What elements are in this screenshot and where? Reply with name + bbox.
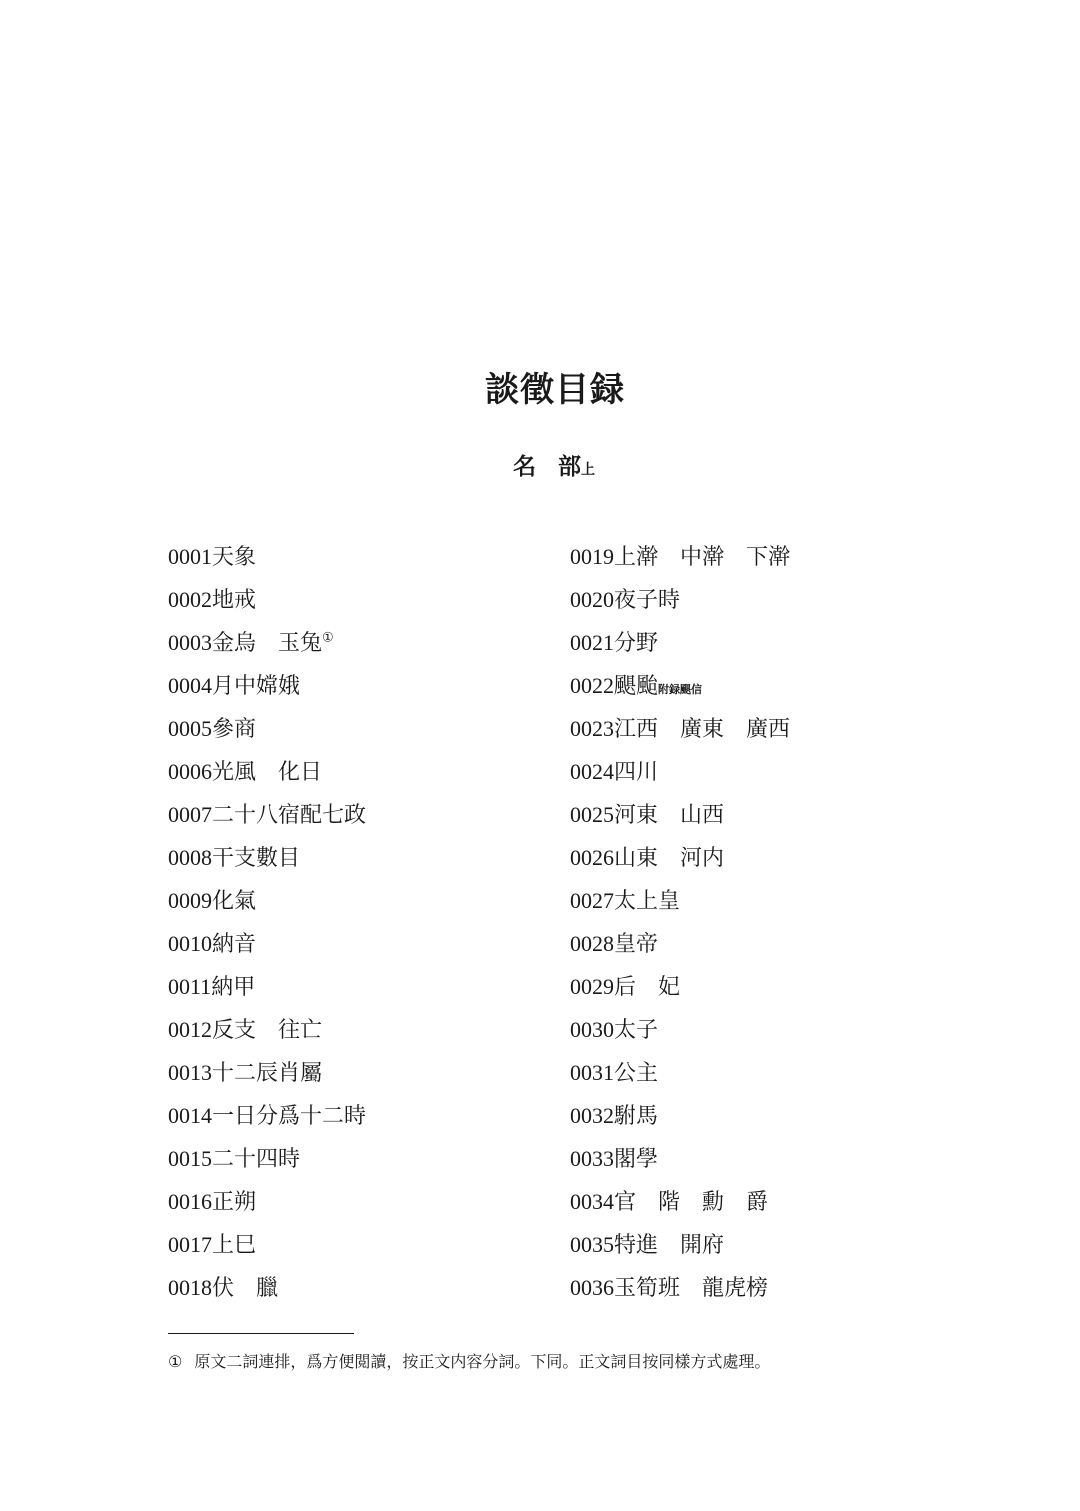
entry-number: 0004 [168,673,212,698]
toc-entry [168,879,366,922]
toc-entry [168,621,366,664]
entry-title: 反支 往亡 [212,1018,323,1043]
entry-title: 四川 [614,760,659,785]
toc-entry [570,578,790,621]
toc-entry [570,664,790,707]
entry-number: 0020 [570,587,614,612]
toc-entry [570,707,790,750]
toc-entry [168,1223,366,1266]
toc-column-left [168,535,366,1309]
entry-title: 上澣 中澣 下澣 [614,545,791,570]
entry-title: 山東 河内 [614,846,725,871]
entry-number: 0023 [570,716,614,741]
toc-entry [570,750,790,793]
entry-title: 金烏 玉兔 [212,631,323,656]
entry-title: 參商 [212,717,257,742]
entry-title: 納甲 [211,975,256,1000]
entry-title: 天象 [212,545,257,570]
entry-number: 0026 [570,845,614,870]
toc-entry [168,922,366,965]
entry-number: 0016 [168,1189,212,1214]
entry-number: 0005 [168,716,212,741]
section-suffix: 上 [581,462,595,478]
entry-number: 0034 [570,1189,614,1214]
entry-number: 0036 [570,1275,614,1300]
entry-number: 0003 [168,630,212,655]
entry-number: 0007 [168,802,212,827]
entry-title: 月中嫦娥 [212,674,301,699]
entry-title: 官 階 勳 爵 [614,1190,769,1215]
entry-title: 駙馬 [614,1104,659,1129]
entry-number: 0019 [570,544,614,569]
entry-number: 0018 [168,1275,212,1300]
entry-number: 0033 [570,1146,614,1171]
entry-number: 0013 [168,1060,212,1085]
toc-entry [570,1180,790,1223]
entry-title: 江西 廣東 廣西 [614,717,791,742]
entry-number: 0021 [570,630,614,655]
toc-column-right [570,535,790,1309]
entry-title: 颶颱 [614,674,659,699]
toc-entry [570,922,790,965]
entry-number: 0011 [168,974,212,999]
entry-title: 一日分爲十二時 [212,1104,367,1129]
entry-title: 二十八宿配七政 [212,803,367,828]
toc-entry [168,664,366,707]
entry-number: 0014 [168,1103,212,1128]
footnote-marker: ① [168,1352,183,1371]
entry-number: 0028 [570,931,614,956]
toc-entry [570,1051,790,1094]
entry-title: 太上皇 [614,889,681,914]
entry-title: 化氣 [212,889,257,914]
section-heading [0,448,1080,481]
toc-entry [168,750,366,793]
toc-entry [570,1008,790,1051]
entry-number: 0029 [570,974,614,999]
toc-entry [168,1094,366,1137]
toc-entry [168,836,366,879]
toc-entry [168,707,366,750]
footnote-reference: ① [322,630,334,646]
toc-entry [570,879,790,922]
toc-entry [168,1008,366,1051]
toc-entry [570,1223,790,1266]
toc-entry [570,793,790,836]
footnote-text: 原文二詞連排，爲方便閲讀，按正文内容分詞。下同。正文詞目按同樣方式處理。 [194,1352,771,1371]
footnote [168,1350,770,1374]
entry-number: 0022 [570,673,614,698]
entry-title: 太子 [614,1018,659,1043]
entry-number: 0035 [570,1232,614,1257]
entry-title: 正朔 [212,1190,257,1215]
section-name-first: 名 [513,454,536,480]
toc-entry [168,1180,366,1223]
entry-number: 0002 [168,587,212,612]
toc-entry [570,535,790,578]
section-name-second: 部 [558,454,581,480]
entry-note: 附録颶信 [658,683,703,696]
entry-number: 0006 [168,759,212,784]
entry-title: 納音 [212,932,257,957]
page-title: 談徵目録 [485,370,625,410]
toc-entry [570,621,790,664]
entry-number: 0024 [570,759,614,784]
entry-number: 0015 [168,1146,212,1171]
toc-entry [570,1137,790,1180]
entry-title: 分野 [614,631,659,656]
entry-number: 0009 [168,888,212,913]
toc-entry [570,1266,790,1309]
entry-title: 光風 化日 [212,760,323,785]
entry-number: 0027 [570,888,614,913]
entry-number: 0010 [168,931,212,956]
toc-entry [168,793,366,836]
toc-entry [168,578,366,621]
toc-entry [168,1266,366,1309]
entry-number: 0001 [168,544,212,569]
entry-title: 上巳 [212,1233,257,1258]
entry-title: 十二辰肖屬 [212,1061,323,1086]
entry-title: 皇帝 [614,932,659,957]
entry-title: 后 妃 [614,975,681,1000]
footnote-divider [168,1333,354,1334]
entry-number: 0008 [168,845,212,870]
entry-title: 河東 山西 [614,803,725,828]
entry-number: 0017 [168,1232,212,1257]
toc-entry [168,965,366,1008]
entry-title: 特進 開府 [614,1233,725,1258]
entry-title: 地戒 [212,588,257,613]
toc-entry [168,1137,366,1180]
entry-title: 公主 [614,1061,659,1086]
entry-number: 0025 [570,802,614,827]
entry-title: 閣學 [614,1147,659,1172]
entry-title: 干支數目 [212,846,301,871]
toc-entry [570,1094,790,1137]
toc-entry [570,965,790,1008]
entry-title: 伏 臘 [212,1276,279,1301]
entry-number: 0032 [570,1103,614,1128]
entry-number: 0012 [168,1017,212,1042]
entry-title: 夜子時 [614,588,681,613]
toc-entry [168,535,366,578]
toc-entry [168,1051,366,1094]
entry-number: 0031 [570,1060,614,1085]
entry-title: 二十四時 [212,1147,301,1172]
entry-number: 0030 [570,1017,614,1042]
entry-title: 玉筍班 龍虎榜 [614,1276,769,1301]
toc-entry [570,836,790,879]
